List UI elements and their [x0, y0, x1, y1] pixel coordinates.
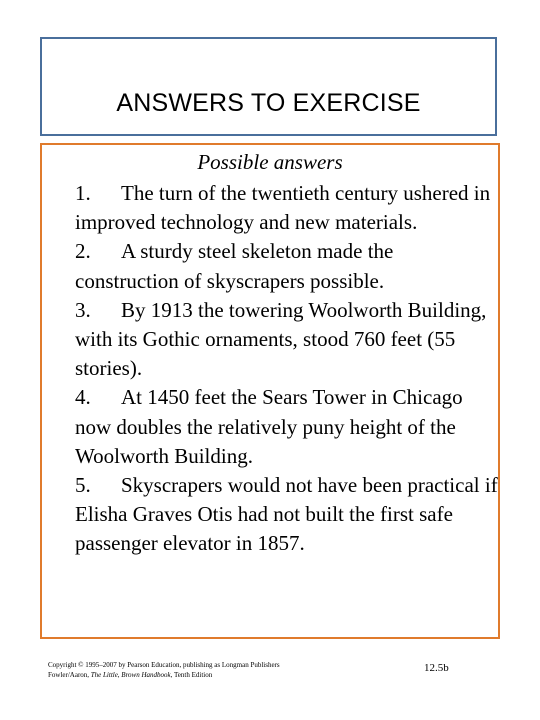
- subhead: Possible answers: [197, 150, 343, 174]
- answers-list: [75, 179, 500, 559]
- answers-box: [40, 143, 500, 639]
- list-item: [75, 296, 500, 384]
- slide-title: ANSWERS TO EXERCISE: [116, 89, 421, 117]
- title-box: [40, 37, 497, 136]
- item-text: A sturdy steel skeleton made the construction of skyscrapers possible.: [75, 239, 394, 293]
- book-edition: Tenth Edition: [174, 671, 213, 679]
- footer-copyright: [48, 660, 368, 680]
- item-number: 2.: [75, 239, 91, 264]
- list-item: [75, 179, 500, 237]
- item-text: At 1450 feet the Sears Tower in Chicago now doubles the relatively puny height of the Woolworth Building.: [75, 385, 463, 468]
- list-item: [75, 471, 500, 559]
- item-text: By 1913 the towering Woolworth Building, with its Gothic ornaments, stood 760 feet (55 stories).: [75, 297, 487, 381]
- slide-number: 12.5b: [424, 662, 449, 674]
- book-title: The Little, Brown Handbook,: [90, 671, 173, 679]
- item-number: 4.: [75, 385, 91, 410]
- list-item: [75, 237, 500, 295]
- item-text: Skyscrapers would not have been practical if Elisha Graves Otis had not built the first safe passenger elevator in 1857.: [75, 473, 498, 556]
- book-authors: Fowler/Aaron,: [48, 671, 90, 679]
- item-text: The turn of the twentieth century ushered in improved technology and new materials.: [75, 181, 491, 235]
- item-number: 1.: [75, 181, 91, 205]
- item-number: 3.: [75, 297, 91, 322]
- book-line: [48, 670, 368, 680]
- list-item: [75, 383, 500, 471]
- copyright-line: Copyright © 1995–2007 by Pearson Education, publishing as Longman Publishers: [48, 661, 280, 669]
- item-number: 5.: [75, 473, 91, 498]
